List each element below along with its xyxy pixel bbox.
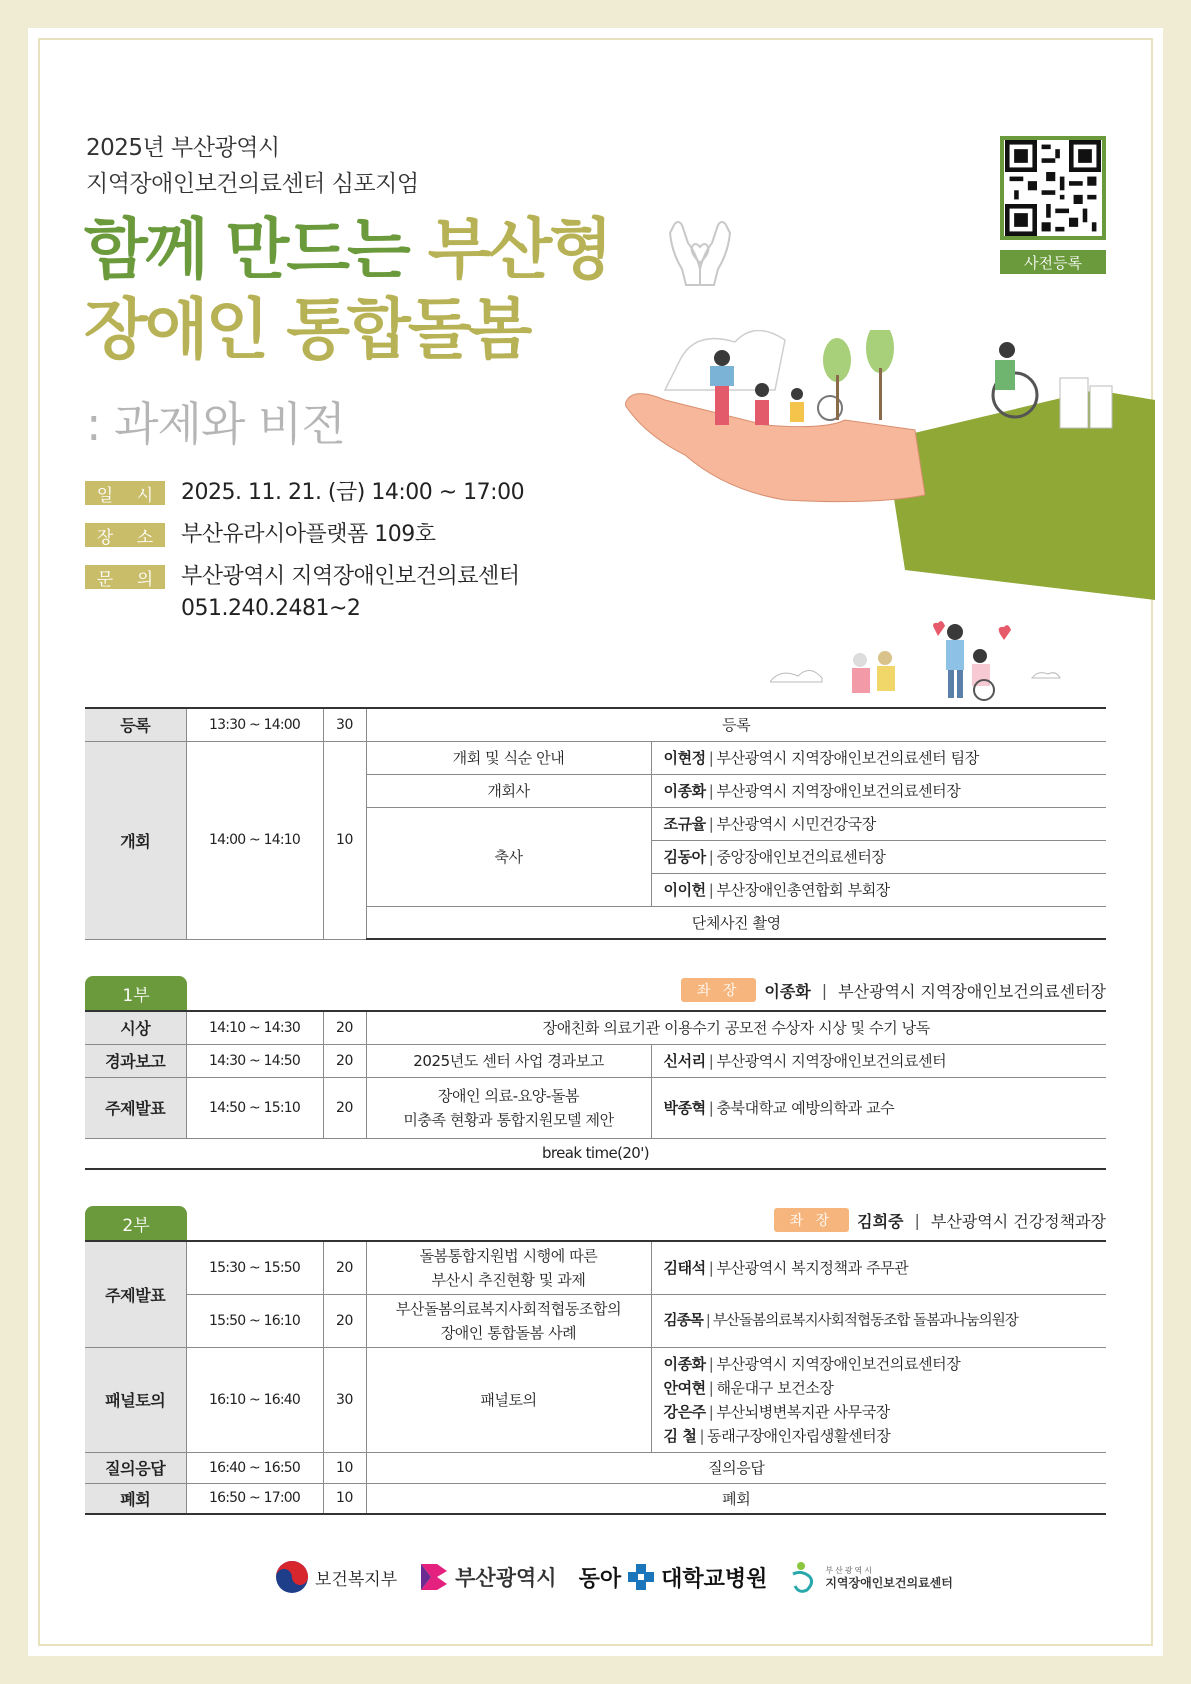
time-cell: 13:30 ~ 14:00 xyxy=(186,708,323,741)
category-cell: 질의응답 xyxy=(85,1452,186,1483)
time-cell: 14:30 ~ 14:50 xyxy=(186,1044,323,1077)
speaker-name: 김동아 xyxy=(663,847,706,866)
break-cell: break time(20') xyxy=(85,1138,1106,1169)
minutes-cell: 20 xyxy=(323,1241,366,1294)
speaker-name: 이종화 xyxy=(663,781,706,800)
speaker-role: 중앙장애인보건의료센터장 xyxy=(716,847,886,866)
chair-badge: 좌 장 xyxy=(681,978,757,1002)
minutes-cell: 20 xyxy=(323,1011,366,1044)
info-date xyxy=(85,477,524,509)
minutes-cell: 20 xyxy=(323,1044,366,1077)
mohw-logo xyxy=(275,1560,397,1594)
table-row xyxy=(85,708,1106,741)
part1-chair: 좌 장 이종화 | 부산광역시 지역장애인보건의료센터장 xyxy=(681,978,1106,1002)
speaker-name: 김 철 xyxy=(663,1426,697,1445)
time-cell: 16:50 ~ 17:00 xyxy=(186,1483,323,1514)
speaker-role: 부산뇌병변복지관 사무국장 xyxy=(716,1402,890,1421)
chair-name: 이종화 xyxy=(764,981,811,1001)
time-cell: 14:00 ~ 14:10 xyxy=(186,741,323,939)
speaker-name: 신서리 xyxy=(663,1051,706,1070)
title-part-2: 부산형 xyxy=(427,211,611,288)
speaker-role: 부산광역시 지역장애인보건의료센터장 xyxy=(716,1354,961,1373)
event-subtitle xyxy=(86,130,419,202)
chair-role: 부산광역시 지역장애인보건의료센터장 xyxy=(838,981,1106,1001)
description-cell: 개회 및 식순 안내 xyxy=(366,741,651,774)
hand-illustration xyxy=(625,330,1155,610)
event-title xyxy=(84,210,610,370)
panelist: 김 철 | 동래구장애인자립생활센터장 xyxy=(663,1426,891,1445)
people-illustration xyxy=(770,620,1070,710)
donga-text-a: 동아 xyxy=(578,1566,622,1592)
description-cell xyxy=(366,1077,651,1138)
event-tagline: : 과제와 비전 xyxy=(86,397,345,451)
description-cell: 등록 xyxy=(366,708,1106,741)
description-line: 돌봄통합지원법 시행에 따른 xyxy=(419,1246,598,1265)
category-cell: 시상 xyxy=(85,1011,186,1044)
description-line: 미충족 현황과 통합지원모델 제안 xyxy=(403,1110,614,1129)
table-row xyxy=(85,1347,1106,1452)
title-line-2: 장애인 통합돌봄 xyxy=(84,291,530,368)
donga-text-b: 대학교병원 xyxy=(661,1566,768,1592)
speaker-role: 부산광역시 지역장애인보건의료센터 팀장 xyxy=(716,748,979,767)
badge-char: 장 xyxy=(96,527,114,548)
description-cell xyxy=(366,1294,651,1347)
category-cell: 경과보고 xyxy=(85,1044,186,1077)
description-line: 장애인 의료-요양-돌봄 xyxy=(437,1086,580,1105)
speaker-role: 부산광역시 지역장애인보건의료센터 xyxy=(716,1051,947,1070)
sponsor-logos xyxy=(275,1560,953,1594)
mohw-text: 보건복지부 xyxy=(315,1569,398,1590)
speaker-cell: 이종화 | 부산광역시 지역장애인보건의료센터장 xyxy=(651,774,1106,807)
speaker-cell: 김동아 | 중앙장애인보건의료센터장 xyxy=(651,840,1106,873)
medical-cross-icon xyxy=(627,1563,655,1591)
part2-schedule-table xyxy=(85,1240,1106,1515)
minutes-cell: 20 xyxy=(323,1294,366,1347)
category-cell: 개회 xyxy=(85,741,186,939)
minutes-cell: 20 xyxy=(323,1077,366,1138)
speaker-name: 이이헌 xyxy=(663,880,706,899)
part1-schedule-table xyxy=(85,1010,1106,1170)
category-cell: 폐회 xyxy=(85,1483,186,1514)
chair-name: 김희중 xyxy=(857,1211,904,1231)
qr-block[interactable] xyxy=(1000,136,1106,274)
busan-symbol-icon xyxy=(419,1562,449,1592)
speaker-role: 해운대구 보건소장 xyxy=(716,1378,834,1397)
table-row xyxy=(85,1044,1106,1077)
badge-char: 시 xyxy=(136,485,154,506)
table-row xyxy=(85,1294,1106,1347)
description-line: 부산돌봄의료복지사회적협동조합의 xyxy=(395,1299,622,1318)
speaker-name: 이현정 xyxy=(663,748,706,767)
info-venue xyxy=(85,519,524,551)
opening-schedule-table xyxy=(85,707,1106,940)
speaker-cell: 이이헌 | 부산장애인총연합회 부회장 xyxy=(651,873,1106,906)
category-cell: 주제발표 xyxy=(85,1077,186,1138)
speaker-name: 김태석 xyxy=(663,1258,706,1277)
table-row xyxy=(85,1138,1106,1169)
category-cell: 패널토의 xyxy=(85,1347,186,1452)
speaker-role: 부산광역시 지역장애인보건의료센터장 xyxy=(716,781,961,800)
event-info xyxy=(85,477,524,625)
speaker-role: 동래구장애인자립생활센터장 xyxy=(707,1426,891,1445)
subtitle-line-2: 지역장애인보건의료센터 심포지엄 xyxy=(86,171,419,197)
info-venue-badge xyxy=(85,523,165,547)
speaker-role: 부산돌봄의료복지사회적협동조합 돌봄과나눔의원장 xyxy=(712,1312,1018,1329)
title-part-1: 함께 만드는 xyxy=(84,211,408,288)
minutes-cell: 10 xyxy=(323,1452,366,1483)
chair-role: 부산광역시 건강정책과장 xyxy=(930,1211,1106,1231)
speaker-name: 안여현 xyxy=(663,1378,706,1397)
speaker-role: 부산광역시 시민건강국장 xyxy=(716,814,876,833)
speaker-cell: 김종목 | 부산돌봄의료복지사회적협동조합 돌봄과나눔의원장 xyxy=(651,1294,1106,1347)
description-line: 부산시 추진현황 및 과제 xyxy=(431,1270,586,1289)
badge-char: 소 xyxy=(136,527,154,548)
panelist: 강은주 | 부산뇌병변복지관 사무국장 xyxy=(663,1402,890,1421)
subtitle-line-1: 2025년 부산광역시 xyxy=(86,135,280,161)
minutes-cell: 10 xyxy=(323,1483,366,1514)
description-cell: 폐회 xyxy=(366,1483,1106,1514)
info-contact-text xyxy=(181,561,520,625)
pre-registration-label[interactable]: 사전등록 xyxy=(1000,250,1106,274)
part2-tab: 2부 xyxy=(85,1206,187,1240)
hands-heart-icon xyxy=(660,213,740,293)
description-cell: 개회사 xyxy=(366,774,651,807)
taegeuk-icon xyxy=(275,1560,309,1594)
minutes-cell: 30 xyxy=(323,1347,366,1452)
description-cell: 2025년도 센터 사업 경과보고 xyxy=(366,1044,651,1077)
table-row xyxy=(85,741,1106,774)
speaker-name: 김종목 xyxy=(663,1312,703,1329)
info-date-text: 2025. 11. 21. (금) 14:00 ~ 17:00 xyxy=(181,480,525,505)
speaker-cell: 김태석 | 부산광역시 복지정책과 주무관 xyxy=(651,1241,1106,1294)
speaker-role: 부산광역시 복지정책과 주무관 xyxy=(716,1258,909,1277)
time-cell: 16:40 ~ 16:50 xyxy=(186,1452,323,1483)
time-cell: 15:30 ~ 15:50 xyxy=(186,1241,323,1294)
contact-phone: 051.240.2481~2 xyxy=(181,596,361,621)
badge-char: 문 xyxy=(96,569,114,590)
busan-text: 부산광역시 xyxy=(455,1566,557,1590)
category-cell: 등록 xyxy=(85,708,186,741)
speaker-cell: 박종혁 | 충북대학교 예방의학과 교수 xyxy=(651,1077,1106,1138)
badge-char: 일 xyxy=(96,485,114,506)
description-cell: 패널토의 xyxy=(366,1347,651,1452)
chair-badge: 좌 장 xyxy=(774,1208,850,1232)
speaker-name: 박종혁 xyxy=(663,1098,706,1117)
speaker-cell: 이현정 | 부산광역시 지역장애인보건의료센터 팀장 xyxy=(651,741,1106,774)
table-row xyxy=(85,1077,1106,1138)
time-cell: 14:50 ~ 15:10 xyxy=(186,1077,323,1138)
info-contact-badge xyxy=(85,565,165,589)
speaker-cell: 조규율 | 부산광역시 시민건강국장 xyxy=(651,807,1106,840)
speaker-cell: 신서리 | 부산광역시 지역장애인보건의료센터 xyxy=(651,1044,1106,1077)
description-cell xyxy=(366,1241,651,1294)
busan-logo xyxy=(419,1562,556,1592)
panelist: 이종화 | 부산광역시 지역장애인보건의료센터장 xyxy=(663,1354,961,1373)
qr-code-icon[interactable] xyxy=(1000,136,1106,240)
table-row xyxy=(85,1011,1106,1044)
table-row xyxy=(85,1452,1106,1483)
donga-logo xyxy=(579,1562,768,1593)
panelist: 안여현 | 해운대구 보건소장 xyxy=(663,1378,834,1397)
badge-char: 의 xyxy=(136,569,154,590)
table-row xyxy=(85,1483,1106,1514)
table-row xyxy=(85,1241,1106,1294)
center-text: 지역장애인보건의료센터 xyxy=(825,1576,953,1590)
info-date-badge xyxy=(85,481,165,505)
description-cell: 축사 xyxy=(366,807,651,906)
speaker-name: 조규율 xyxy=(663,814,706,833)
description-cell: 장애친화 의료기관 이용수기 공모전 수상자 시상 및 수기 낭독 xyxy=(366,1011,1106,1044)
category-cell: 주제발표 xyxy=(85,1241,186,1347)
speaker-name: 이종화 xyxy=(663,1354,706,1373)
contact-org: 부산광역시 지역장애인보건의료센터 xyxy=(181,564,520,589)
info-contact xyxy=(85,561,524,625)
minutes-cell: 30 xyxy=(323,708,366,741)
panelists-cell xyxy=(651,1347,1106,1452)
info-venue-text: 부산유라시아플랫폼 109호 xyxy=(181,522,436,547)
speaker-name: 강은주 xyxy=(663,1402,706,1421)
part1-tab: 1부 xyxy=(85,976,187,1010)
time-cell: 15:50 ~ 16:10 xyxy=(186,1294,323,1347)
description-cell: 단체사진 촬영 xyxy=(366,906,1106,939)
speaker-role: 충북대학교 예방의학과 교수 xyxy=(716,1098,895,1117)
time-cell: 16:10 ~ 16:40 xyxy=(186,1347,323,1452)
description-line: 장애인 통합돌봄 사례 xyxy=(440,1323,577,1342)
center-small-text: 부산광역시 xyxy=(825,1566,874,1575)
center-logo xyxy=(789,1560,953,1594)
description-cell: 질의응답 xyxy=(366,1452,1106,1483)
minutes-cell: 10 xyxy=(323,741,366,939)
part2-chair: 좌 장 김희중 | 부산광역시 건강정책과장 xyxy=(774,1208,1106,1232)
time-cell: 14:10 ~ 14:30 xyxy=(186,1011,323,1044)
speaker-role: 부산장애인총연합회 부회장 xyxy=(716,880,890,899)
center-symbol-icon xyxy=(789,1560,819,1594)
